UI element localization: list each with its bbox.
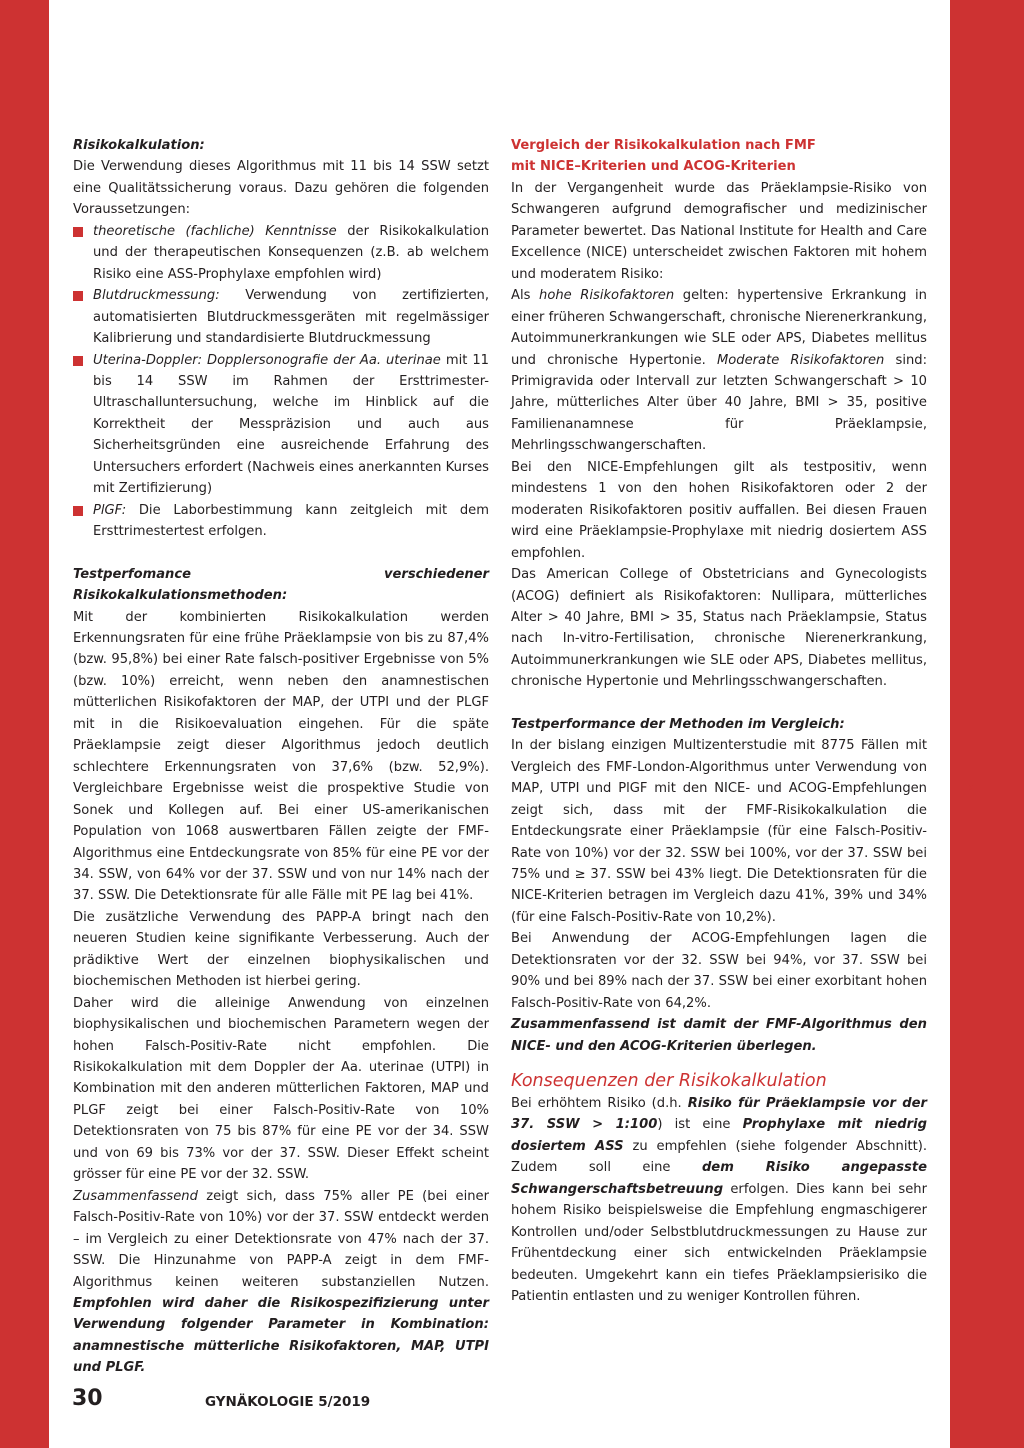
risk-calculation-heading: Risikokalkulation: bbox=[73, 138, 205, 153]
paragraph: Bei erhöhtem Risiko (d.h. Risiko für Präeklampsie vor der 37. SSW > 1:100) ist eine Prophylaxe mit niedrig dosiertem ASS zu empfehlen (siehe folgender Abschnitt). Zudem soll eine dem Risiko angepasste Schwangerschaftsbetreuung erfolgen. Dies kann bei sehr hohem Risiko beispielsweise die Empfehlung engmaschigerer Kontrollen und/oder Selbstblutdruckmessungen zu Hause zur Frühentdeckung einer sich entwickelnden Präeklampsie bedeuten. Umgekehrt kann ein tiefes Präeklampsierisiko die Patientin entlasten und zu weniger Kontrollen führen. bbox=[511, 1096, 928, 1305]
left-red-bar bbox=[0, 0, 49, 1448]
paragraph: Bei Anwendung der ACOG-Empfehlungen lagen die Detektionsraten vor der 32. SSW bei 94%, vor 37. SSW bei 90% und bei 89% nach der 37. SSW bei einer exorbitant hohen Falsch-Positiv-Rate von 64,2%. bbox=[511, 931, 927, 1011]
right-red-bar bbox=[950, 0, 1024, 1448]
page-number: 30 bbox=[72, 1386, 103, 1411]
evidence-level-label: IIb bbox=[28, 847, 45, 860]
paragraph: In der Vergangenheit wurde das Präeklampsie-Risiko von Schwangeren aufgrund demografischer und medizinischer Parameter bewertet. Das National Institute for Health and Care Excellence (NICE) unterscheidet zwischen Faktoren mit hohem und moderatem Risiko: bbox=[511, 180, 927, 282]
bullet-square-icon bbox=[73, 227, 83, 237]
paragraph: Das American College of Obstetricians and Gynecologists (ACOG) definiert als Risikofaktoren: Nullipara, mütterliches Alter > 40 Jahre, BMI > 35, Status nach Präeklampsie, Status nach In-vitro-Fertilisation, chronische Nierenerkrankung, Autoimmunerkrankungen wie SLE oder APS, Diabetes mellitus, chronische Hypertonie und Mehrlingsschwangerschaften. bbox=[511, 567, 927, 690]
paragraph: Als hohe Risikofaktoren gelten: hypertensive Erkrankung in einer früheren Schwangerschaft, chronische Nierenerkrankung, Autoimmunerkrankungen wie SLE oder APS, Diabetes mellitus und chronische Hypertonie. Moderate Risikofaktoren sind: Primigravida oder Intervall zur letzten Schwangerschaft > 10 Jahre, mütterliches Alter über 40 Jahre, BMI > 35, positive Familienanamnese für Präeklampsie, Mehrlingsschwangerschaften. bbox=[511, 288, 927, 454]
paragraph: Die Verwendung dieses Algorithmus mit 11 bis 14 SSW setzt eine Qualitätssicherung voraus. Dazu gehören die folgenden Voraussetzungen: bbox=[73, 159, 489, 218]
bullet-square-icon bbox=[73, 506, 83, 516]
test-performance-heading: Testperfomance verschiedener Risikokalkulationsmethoden: bbox=[73, 566, 489, 604]
paragraph: In der bislang einzigen Multizenterstudie mit 8775 Fällen mit Vergleich des FMF-London-Algorithmus unter Verwendung von MAP, UTPI und PlGF mit den NICE- und ACOG-Empfehlungen zeigt sich, dass mit der FMF-Risikokalkulation die Entdeckungsrate einer Präeklampsie (für eine Falsch-Positiv-Rate von 10%) vor der 32. SSW bei 100%, vor der 37. SSW bei 75% und ≥ 37. SSW bei 43% liegt. Die Detektionsraten für die NICE-Kriterien betragen im Vergleich dazu 41%, 39% und 34% (für eine Falsch-Positiv-Rate von 10,2%). bbox=[511, 738, 927, 925]
right-column bbox=[511, 135, 927, 1308]
list-item: PlGF: Die Laborbestimmung kann zeitgleich mit dem Ersttrimestertest erfolgen. bbox=[73, 500, 489, 543]
paragraph: Mit der kombinierten Risikokalkulation werden Erkennungsraten für eine frühe Präeklampsie von bis zu 87,4% (bzw. 95,8%) bei einer Rate falsch-positiver Ergebnisse von 5% (bzw. 10%) erreicht, wenn neben den anamnestischen mütterlichen Risikofaktoren der MAP, der UTPI und der PLGF mit in die Risikoevaluation eingehen. Für die späte Präeklampsie zeigt dieser Algorithmus jedoch deutlich schlechtere Erkennungsraten von 37,6% (bzw. 52,9%). Vergleichbare Ergebnisse weist die prospektive Studie von Sonek und Kollegen auf. Bei einer US-amerikanischen Population von 1068 auswertbaren Fällen zeigte der FMF-Algorithmus eine Entdeckungsrate von 85% für eine PE vor der 34. SSW, von 64% vor der 37. SSW und von nur 14% nach der 37. SSW. Die Detektionsrate für alle Fälle mit PE lag bei 41%. bbox=[73, 609, 489, 904]
evidence-level-label: IIb bbox=[958, 781, 975, 794]
bullet-square-icon bbox=[73, 356, 83, 366]
list-item: Blutdruckmessung: Verwendung von zertifizierten, automatisierten Blutdruckmessgeräten mit regelmässiger Kalibrierung und standardisierte Blutdruckmessung bbox=[73, 285, 489, 349]
method-comparison-heading: Testperformance der Methoden im Vergleich: bbox=[511, 716, 845, 732]
summary-paragraph: Zusammenfassend ist damit der FMF-Algorithmus den NICE- und den ACOG-Kriterien überlegen. bbox=[511, 1017, 927, 1054]
list-item: theoretische (fachliche) Kenntnisse der Risikokalkulation und der therapeutischen Konsequenzen (z.B. ab welchem Risiko eine ASS-Prophylaxe empfohlen wird) bbox=[73, 221, 489, 285]
list-item: Uterina-Doppler: Dopplersonografie der Aa. uterinae mit 11 bis 14 SSW im Rahmen der Ersttrimester-Ultraschalluntersuchung, welche im Hinblick auf die Korrektheit der Messpräzision und auch aus Sicherheitsgründen eine ausreichende Erfahrung des Untersuchers erfordert (Nachweis eines anerkannten Kurses mit Zertifizierung) bbox=[73, 350, 489, 500]
journal-title: GYNÄKOLOGIE 5/2019 bbox=[205, 1394, 371, 1410]
section-title: Konsequenzen der Risikokalkulation bbox=[511, 1071, 827, 1092]
left-column bbox=[73, 135, 489, 1379]
paragraph: Die zusätzliche Verwendung des PAPP-A bringt nach den neueren Studien keine signifikante Verbesserung. Auch der prädiktive Wert der einzelnen biophysikalischen und biochemischen Methoden ist hierbei gering. bbox=[73, 909, 489, 990]
bullet-square-icon bbox=[73, 291, 83, 301]
comparison-heading: Vergleich der Risikokalkulation nach FMF mit NICE–Kriterien und ACOG-Kriterien bbox=[511, 138, 816, 175]
requirements-list bbox=[73, 221, 489, 543]
paragraph: Bei den NICE-Empfehlungen gilt als testpositiv, wenn mindestens 1 von den hohen Risikofaktoren oder 2 der moderaten Risikofaktoren positiv auffallen. Bei diesen Frauen wird eine Präeklampsie-Prophylaxe mit niedrig dosiertem ASS empfohlen. bbox=[511, 459, 927, 561]
evidence-level-label: IIb bbox=[958, 245, 975, 258]
paragraph: Daher wird die alleinige Anwendung von einzelnen biophysikalischen und biochemischen Parametern wegen der hohen Falsch-Positiv-Rate nicht empfohlen. Die Risikokalkulation mit dem Doppler der Aa. uterinae (UTPI) in Kombination mit den anderen mütterlichen Faktoren, MAP und PLGF zeigt bei einer Falsch-Positiv-Rate von 10% Detektionsraten von 75 bis 87% für eine PE vor der 34. SSW und von 69 bis 73% vor der 37. SSW. Dieser Effekt scheint grösser für eine PE vor der 32. SSW. bbox=[73, 995, 489, 1183]
paragraph: Zusammenfassend zeigt sich, dass 75% aller PE (bei einer Falsch-Positiv-Rate von 10%) vor der 37. SSW entdeckt werden – im Vergleich zu einer Detektionsrate von 47% nach der 37. SSW. Die Hinzunahme von PAPP-A zeigt in dem FMF-Algorithmus keinen weiteren substanziellen Nutzen. Empfohlen wird daher die Risikospezifizierung unter Verwendung folgender Parameter in Kombination: anamnestische mütterliche Risikofaktoren, MAP, UTPI und PLGF. bbox=[73, 1188, 489, 1376]
